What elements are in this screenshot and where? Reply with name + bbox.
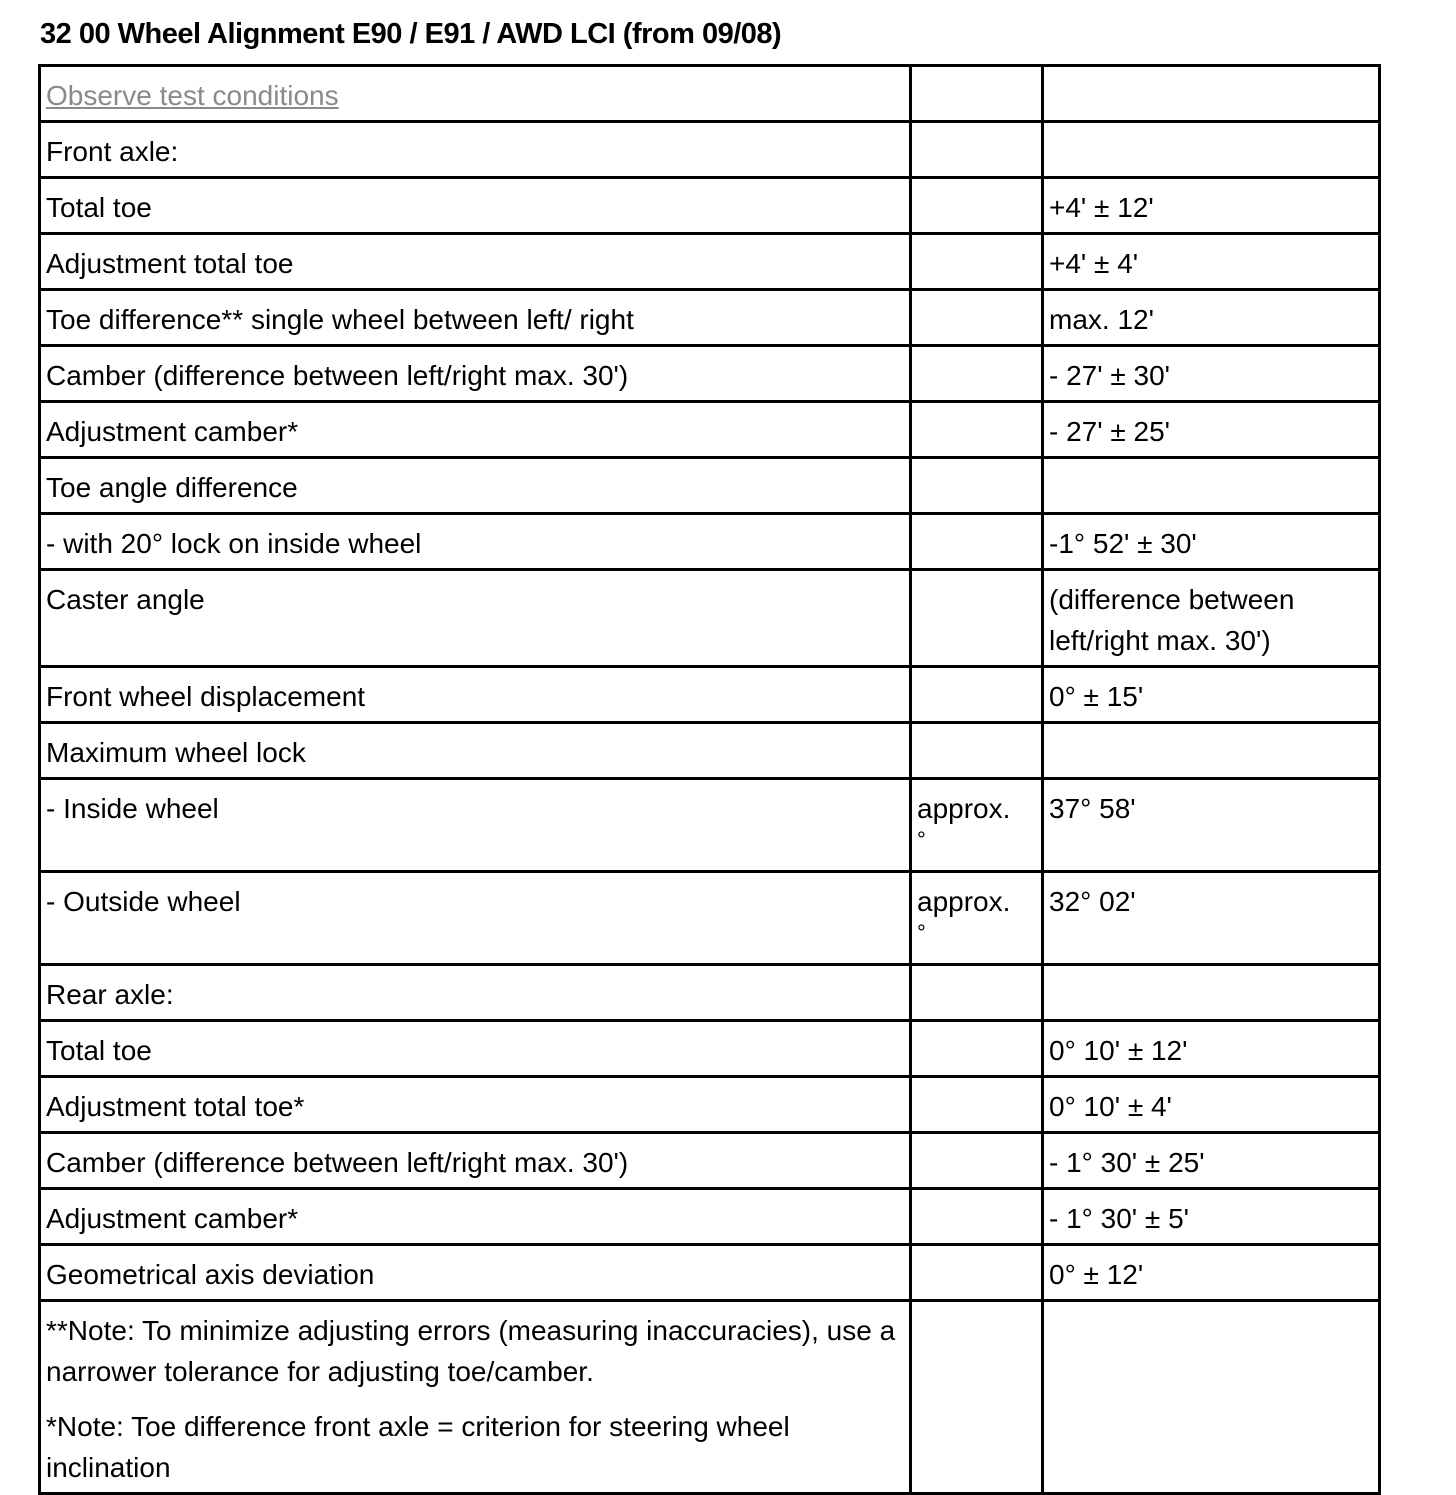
label-cell: Adjustment total toe* (40, 1077, 911, 1133)
wheel-alignment-table (38, 64, 1381, 1495)
unit-cell (911, 965, 1043, 1021)
unit-text: approx. (917, 886, 1011, 917)
label-cell: Front wheel displacement (40, 667, 911, 723)
label-cell: Camber (difference between left/right max. 30') (40, 346, 911, 402)
label-cell: - Outside wheel (40, 872, 911, 965)
unit-cell (911, 290, 1043, 346)
label-cell: Adjustment total toe (40, 234, 911, 290)
table-row (40, 1245, 1380, 1301)
value-cell: 0° ± 15' (1043, 667, 1380, 723)
table-row (40, 402, 1380, 458)
label-cell: - with 20° lock on inside wheel (40, 514, 911, 570)
table-row (40, 178, 1380, 234)
note-toe-difference: *Note: Toe difference front axle = criterion for steering wheel inclination (46, 1411, 790, 1483)
label-cell: Adjustment camber* (40, 1189, 911, 1245)
unit-cell (911, 346, 1043, 402)
table-row (40, 965, 1380, 1021)
value-cell: - 1° 30' ± 25' (1043, 1133, 1380, 1189)
note-spacer (46, 1392, 904, 1406)
unit-cell (911, 402, 1043, 458)
label-cell: Total toe (40, 178, 911, 234)
unit-cell (911, 66, 1043, 122)
observe-test-conditions-link[interactable]: Observe test conditions (46, 80, 339, 111)
table-row (40, 570, 1380, 667)
table-row (40, 234, 1380, 290)
notes-cell (40, 1301, 911, 1494)
value-cell: 37° 58' (1043, 779, 1380, 872)
unit-cell (911, 570, 1043, 667)
table-row (40, 872, 1380, 965)
table-row (40, 1301, 1380, 1494)
table-row (40, 779, 1380, 872)
unit-cell (911, 872, 1043, 965)
value-cell: (difference between left/right max. 30') (1043, 570, 1380, 667)
value-cell: 0° ± 12' (1043, 1245, 1380, 1301)
degree-symbol: ° (917, 920, 926, 945)
table-row (40, 1133, 1380, 1189)
value-cell (1043, 122, 1380, 178)
unit-text: approx. (917, 793, 1011, 824)
unit-cell (911, 723, 1043, 779)
page-title: 32 00 Wheel Alignment E90 / E91 / AWD LCI (from 09/08) (40, 18, 782, 50)
label-cell: Rear axle: (40, 965, 911, 1021)
label-cell: Maximum wheel lock (40, 723, 911, 779)
value-cell: +4' ± 12' (1043, 178, 1380, 234)
table-row (40, 667, 1380, 723)
value-cell (1043, 458, 1380, 514)
unit-cell (911, 1189, 1043, 1245)
unit-cell (911, 1245, 1043, 1301)
value-cell: 32° 02' (1043, 872, 1380, 965)
unit-cell (911, 514, 1043, 570)
label-cell: Total toe (40, 1021, 911, 1077)
table-row (40, 346, 1380, 402)
label-cell: Adjustment camber* (40, 402, 911, 458)
value-cell: 0° 10' ± 12' (1043, 1021, 1380, 1077)
unit-cell (911, 1133, 1043, 1189)
value-cell: 0° 10' ± 4' (1043, 1077, 1380, 1133)
value-cell (1043, 66, 1380, 122)
value-cell (1043, 723, 1380, 779)
table-row (40, 290, 1380, 346)
value-cell (1043, 1301, 1380, 1494)
unit-cell (911, 122, 1043, 178)
unit-cell (911, 458, 1043, 514)
label-cell: - Inside wheel (40, 779, 911, 872)
value-cell: - 1° 30' ± 5' (1043, 1189, 1380, 1245)
label-cell: Toe difference** single wheel between left/ right (40, 290, 911, 346)
table-row (40, 514, 1380, 570)
value-cell: - 27' ± 25' (1043, 402, 1380, 458)
degree-symbol: ° (917, 827, 926, 852)
table-row (40, 122, 1380, 178)
unit-cell (911, 178, 1043, 234)
label-cell: Front axle: (40, 122, 911, 178)
unit-cell (911, 1077, 1043, 1133)
table-row (40, 66, 1380, 122)
table-row (40, 1077, 1380, 1133)
table-row (40, 1021, 1380, 1077)
label-cell (40, 66, 911, 122)
note-adjusting-errors: **Note: To minimize adjusting errors (measuring inaccuracies), use a narrower tolerance for adjusting toe/camber. (46, 1315, 896, 1387)
table-row (40, 458, 1380, 514)
unit-cell (911, 1301, 1043, 1494)
value-cell: - 27' ± 30' (1043, 346, 1380, 402)
label-cell: Caster angle (40, 570, 911, 667)
label-cell: Camber (difference between left/right max. 30') (40, 1133, 911, 1189)
unit-cell (911, 1021, 1043, 1077)
unit-cell (911, 234, 1043, 290)
table-row (40, 1189, 1380, 1245)
value-cell (1043, 965, 1380, 1021)
table-row (40, 723, 1380, 779)
value-cell: -1° 52' ± 30' (1043, 514, 1380, 570)
unit-cell (911, 667, 1043, 723)
value-cell: max. 12' (1043, 290, 1380, 346)
unit-cell (911, 779, 1043, 872)
value-cell: +4' ± 4' (1043, 234, 1380, 290)
label-cell: Geometrical axis deviation (40, 1245, 911, 1301)
label-cell: Toe angle difference (40, 458, 911, 514)
